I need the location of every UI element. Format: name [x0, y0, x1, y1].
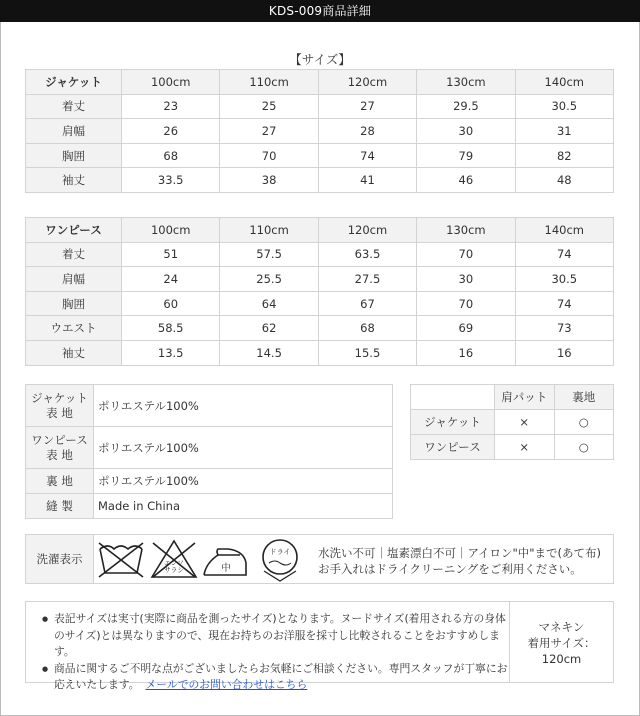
material-value: ポリエステル100%	[94, 385, 393, 427]
size-column-header: 130cm	[417, 70, 515, 95]
wash-instructions	[318, 545, 608, 577]
mannequin-line: 120cm	[541, 652, 582, 666]
option-corner	[411, 385, 495, 410]
jacket-table-title: ジャケット	[26, 70, 122, 95]
material-value: Made in China	[94, 494, 393, 519]
row-label: 胸囲	[26, 291, 122, 316]
material-label: 裏 地	[26, 469, 94, 494]
table-row	[26, 494, 393, 519]
size-column-header: 140cm	[515, 218, 613, 243]
table-cell: 16	[515, 340, 613, 365]
table-row	[411, 435, 614, 460]
material-label-line: 表 地	[46, 405, 73, 420]
table-row	[26, 291, 614, 316]
table-cell: 82	[515, 143, 613, 168]
table-cell: 51	[122, 242, 220, 267]
table-cell: 14.5	[220, 340, 318, 365]
mannequin-size	[509, 602, 613, 682]
material-table	[25, 384, 393, 519]
iron-icon-text: 中	[221, 563, 231, 574]
wash-icons	[96, 537, 306, 583]
iron-medium-icon	[204, 549, 246, 575]
table-cell: 30	[417, 119, 515, 144]
table-cell: 16	[417, 340, 515, 365]
size-column-header: 110cm	[220, 70, 318, 95]
table-row	[26, 94, 614, 119]
table-cell: ×	[495, 435, 555, 460]
table-cell: 27	[318, 94, 416, 119]
onepiece-size-table	[25, 217, 614, 366]
contact-email-link[interactable]: メールでのお問い合わせはこちら	[145, 678, 308, 691]
size-column-header: 120cm	[318, 70, 416, 95]
row-label: ジャケット	[411, 410, 495, 435]
bleach-icon-text-2: サラシ	[164, 566, 184, 574]
table-cell: 15.5	[318, 340, 416, 365]
table-row	[26, 242, 614, 267]
dry-icon-text: ドライ	[269, 548, 291, 556]
notes-box	[25, 601, 614, 691]
size-column-header: 140cm	[515, 70, 613, 95]
material-label-line: ジャケット	[31, 390, 88, 405]
wash-instruction-line: 水洗い不可｜塩素漂白不可｜アイロン"中"まで(あて布)	[318, 546, 602, 560]
onepiece-table-title: ワンピース	[26, 218, 122, 243]
table-header-row	[411, 385, 614, 410]
note-text: 表記サイズは実寸(実際に商品を測ったサイズ)となります。ヌードサイズ(着用される方の身体のサイズ)とは異なりますので、現在お持ちのお洋服を採寸し比較されることをおすすめします。	[54, 612, 506, 658]
table-cell: 64	[220, 291, 318, 316]
option-table	[410, 384, 614, 460]
table-cell: 62	[220, 316, 318, 341]
mannequin-line: マネキン	[538, 620, 585, 634]
list-item	[42, 661, 508, 694]
no-chlorine-bleach-icon	[152, 541, 196, 577]
table-cell: 31	[515, 119, 613, 144]
row-label: 着丈	[26, 242, 122, 267]
material-label	[26, 427, 94, 469]
table-header-row	[26, 70, 614, 95]
table-row	[26, 267, 614, 292]
table-cell: ○	[554, 435, 614, 460]
table-cell: 28	[318, 119, 416, 144]
option-column-header: 裏地	[554, 385, 614, 410]
table-cell: 69	[417, 316, 515, 341]
dry-clean-icon	[263, 540, 297, 581]
size-column-header: 130cm	[417, 218, 515, 243]
wash-label: 洗濯表示	[26, 535, 94, 583]
table-cell: ×	[495, 410, 555, 435]
table-cell: 30.5	[515, 267, 613, 292]
table-cell: 70	[220, 143, 318, 168]
row-label: ウエスト	[26, 316, 122, 341]
table-cell: 74	[318, 143, 416, 168]
table-cell: 38	[220, 168, 318, 193]
table-cell: 25	[220, 94, 318, 119]
material-value: ポリエステル100%	[94, 427, 393, 469]
table-cell: 70	[417, 291, 515, 316]
table-cell: ○	[554, 410, 614, 435]
size-heading: 【サイズ】	[289, 52, 351, 67]
list-item	[42, 611, 508, 661]
table-row	[26, 168, 614, 193]
material-label: 縫 製	[26, 494, 94, 519]
table-row	[26, 340, 614, 365]
table-cell: 26	[122, 119, 220, 144]
row-label: 胸囲	[26, 143, 122, 168]
table-cell: 67	[318, 291, 416, 316]
table-cell: 73	[515, 316, 613, 341]
table-header-row	[26, 218, 614, 243]
table-cell: 46	[417, 168, 515, 193]
table-cell: 23	[122, 94, 220, 119]
no-wash-icon	[99, 543, 143, 577]
wash-instruction-line: お手入れはドライクリーニングをご利用ください。	[318, 562, 582, 576]
table-cell: 30	[417, 267, 515, 292]
page-header: KDS-009商品詳細	[0, 0, 640, 22]
size-column-header: 110cm	[220, 218, 318, 243]
material-value: ポリエステル100%	[94, 469, 393, 494]
table-row	[26, 143, 614, 168]
row-label: ワンピース	[411, 435, 495, 460]
table-cell: 27.5	[318, 267, 416, 292]
bleach-icon-text-1: エンソ	[164, 559, 184, 567]
table-cell: 33.5	[122, 168, 220, 193]
table-cell: 25.5	[220, 267, 318, 292]
note-text: 商品に関するご不明な点がございましたらお気軽にご相談ください。専門スタッフが丁寧にお応えいたします。	[54, 661, 508, 691]
row-label: 肩幅	[26, 119, 122, 144]
table-row	[26, 427, 393, 469]
table-cell: 27	[220, 119, 318, 144]
table-row	[26, 469, 393, 494]
table-cell: 60	[122, 291, 220, 316]
row-label: 袖丈	[26, 340, 122, 365]
table-cell: 70	[417, 242, 515, 267]
row-label: 肩幅	[26, 267, 122, 292]
wash-care-box	[25, 534, 614, 584]
material-label-line: 表 地	[46, 447, 73, 462]
table-row	[26, 385, 393, 427]
material-label	[26, 385, 94, 427]
table-cell: 41	[318, 168, 416, 193]
table-cell: 74	[515, 242, 613, 267]
table-row	[26, 316, 614, 341]
row-label: 着丈	[26, 94, 122, 119]
option-column-header: 肩パット	[495, 385, 555, 410]
table-cell: 63.5	[318, 242, 416, 267]
material-label-line: ワンピース	[31, 432, 88, 447]
table-cell: 68	[318, 316, 416, 341]
size-column-header: 100cm	[122, 218, 220, 243]
table-cell: 29.5	[417, 94, 515, 119]
table-row	[26, 119, 614, 144]
jacket-size-table	[25, 69, 614, 193]
notes-list	[42, 611, 508, 694]
table-cell: 57.5	[220, 242, 318, 267]
table-cell: 24	[122, 267, 220, 292]
table-cell: 74	[515, 291, 613, 316]
mannequin-line: 着用サイズ：	[527, 636, 596, 650]
table-cell: 13.5	[122, 340, 220, 365]
table-row	[411, 410, 614, 435]
size-column-header: 120cm	[318, 218, 416, 243]
table-cell: 30.5	[515, 94, 613, 119]
table-cell: 48	[515, 168, 613, 193]
table-cell: 79	[417, 143, 515, 168]
table-cell: 58.5	[122, 316, 220, 341]
size-column-header: 100cm	[122, 70, 220, 95]
table-cell: 68	[122, 143, 220, 168]
row-label: 袖丈	[26, 168, 122, 193]
